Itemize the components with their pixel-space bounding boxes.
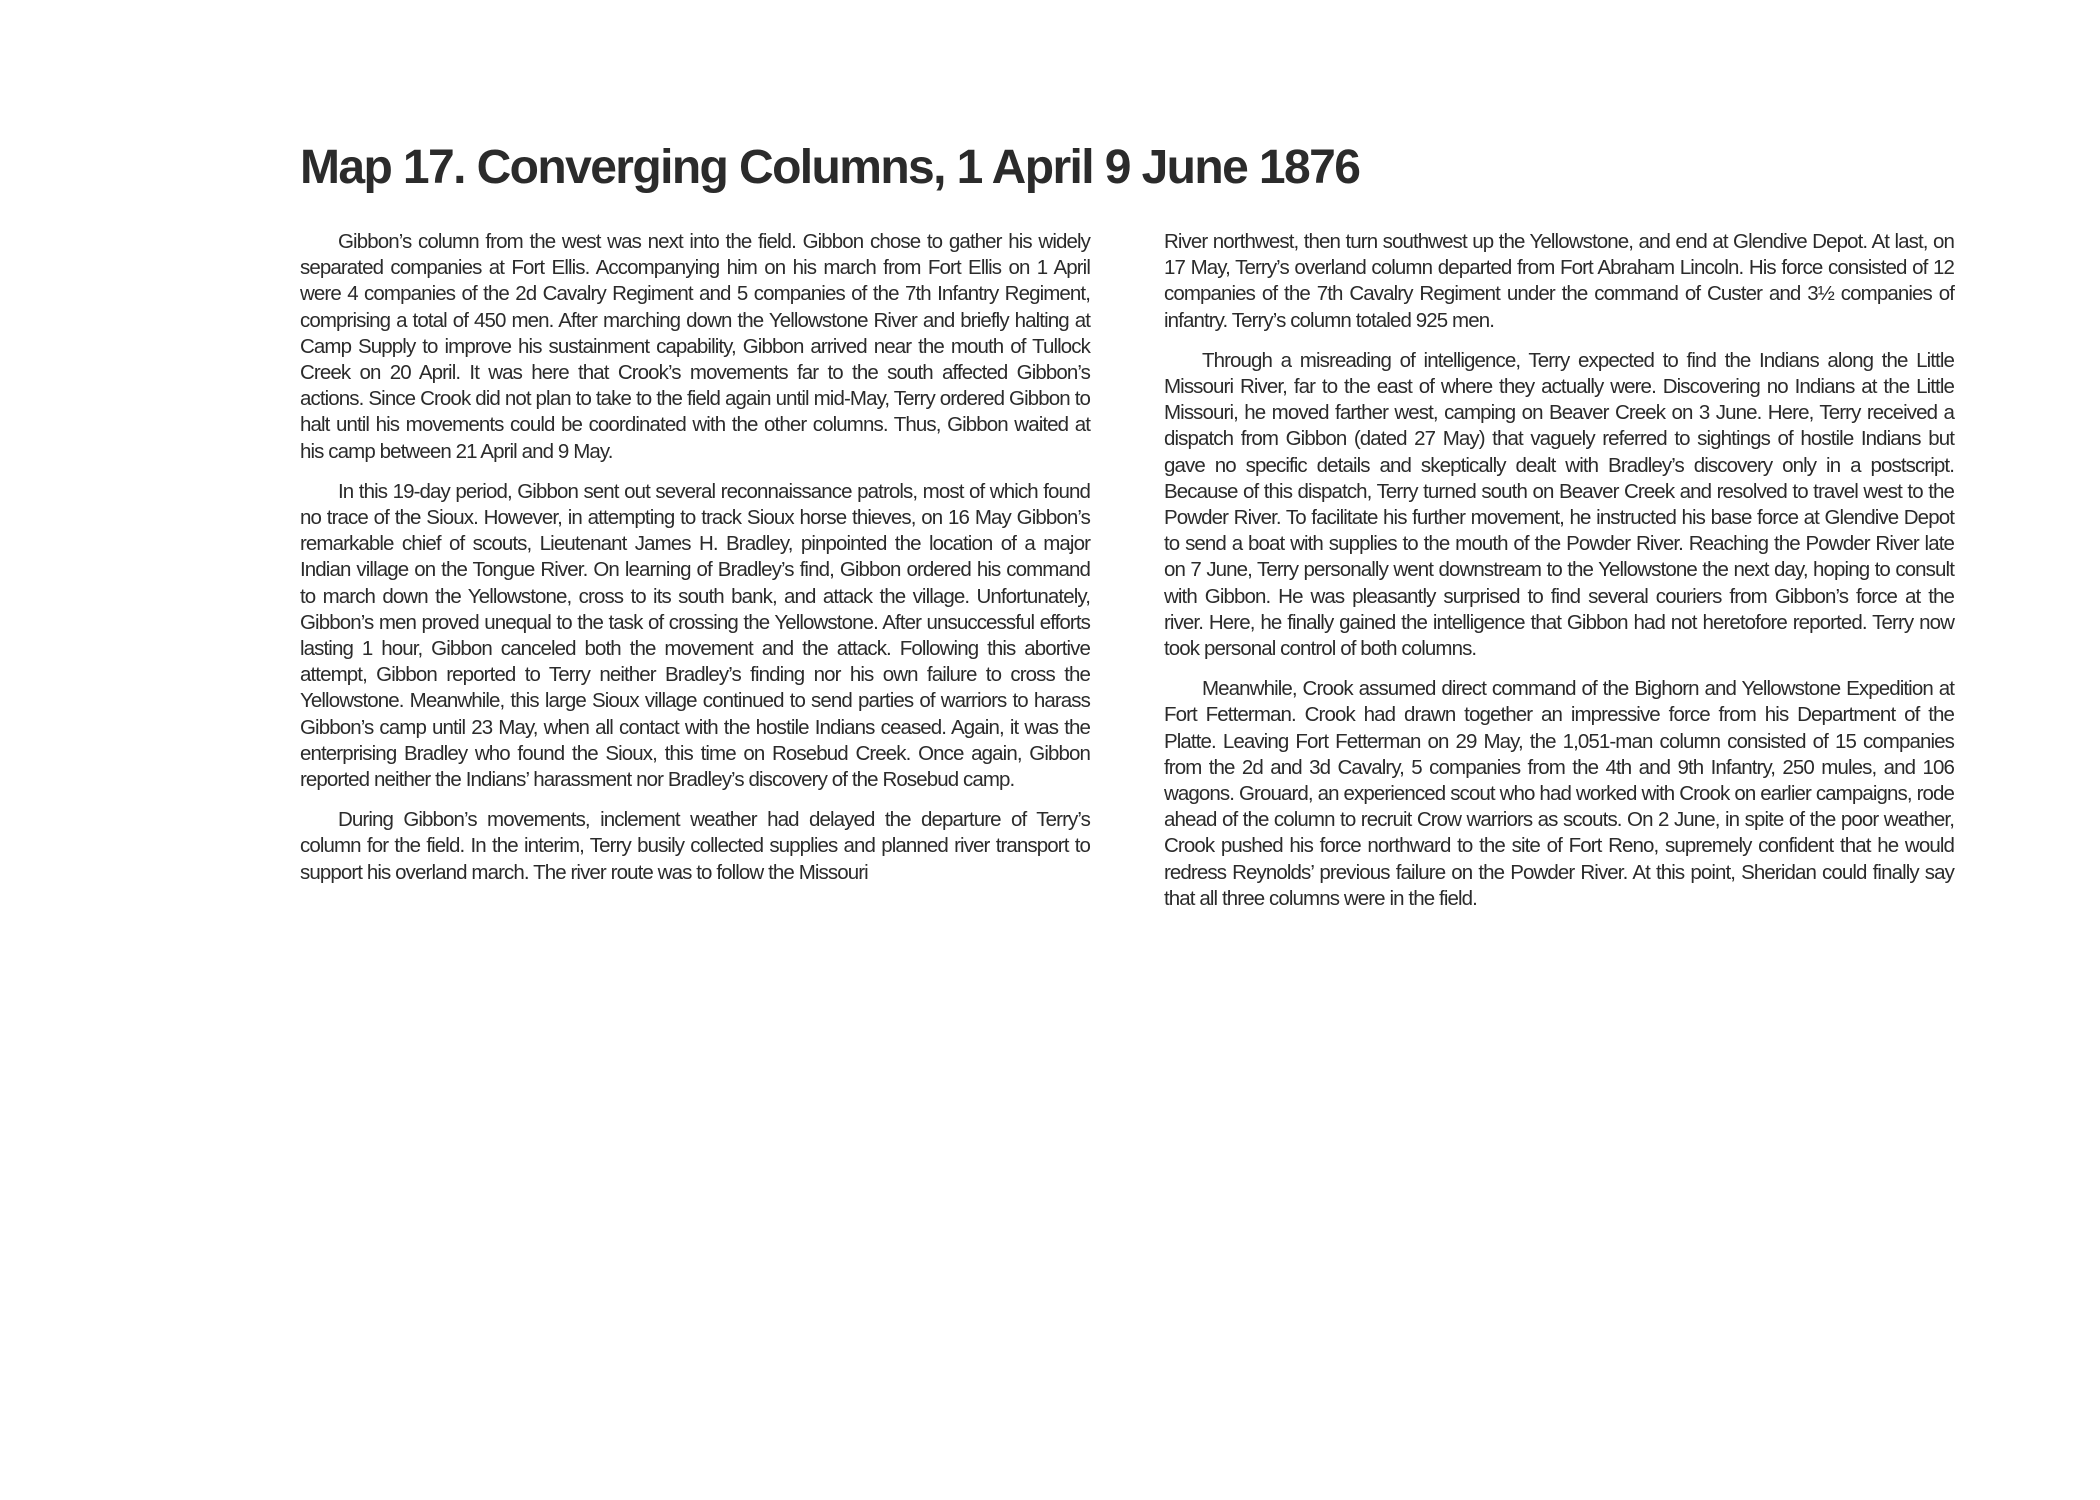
right-column xyxy=(1164,229,1954,926)
page-title: Map 17. Converging Columns, 1 April 9 June 1876 xyxy=(300,141,1360,194)
paragraph: During Gibbon’s movements, inclement weather had delayed the departure of Terry’s column for the field. In the interim, Terry busily collected supplies and planned river transport to support his overland march. The river route was to follow the Missouri xyxy=(300,808,1090,884)
paragraph-continued: River northwest, then turn southwest up the Yellowstone, and end at Glendive Depot. At last, on 17 May, Terry’s overland column departed from Fort Abraham Lincoln. His force consisted of 12 companies of the 7th Cavalry Regiment under the command of Custer and 3½ companies of infantry. Terry’s column totaled 925 men. xyxy=(1164,230,1954,332)
paragraph: Gibbon’s column from the west was next into the field. Gibbon chose to gather his widely separated companies at Fort Ellis. Accompanying him on his march from Fort Ellis on 1 April were 4 companies of the 2d Cavalry Regiment and 5 companies of the 7th Infantry Regiment, comprising a total of 450 men. After marching down the Yellowstone River and briefly halting at Camp Supply to improve his sustainment capability, Gibbon arrived near the mouth of Tullock Creek on 20 April. It was here that Crook’s movements far to the south affected Gibbon’s actions. Since Crook did not plan to take to the field again until mid-May, Terry ordered Gibbon to halt until his movements could be coordinated with the other columns. Thus, Gibbon waited at his camp between 21 April and 9 May. xyxy=(300,230,1090,463)
left-column xyxy=(300,229,1090,900)
paragraph: Meanwhile, Crook assumed direct command of the Bighorn and Yellowstone Expedition at Fort Fetterman. Crook had drawn together an impressive force from his Department of the Platte. Leaving Fort Fetterman on 29 May, the 1,051-man column consisted of 15 companies from the 2d and 3d Cavalry, 5 companies from the 4th and 9th Infantry, 250 mules, and 106 wagons. Grouard, an experienced scout who had worked with Crook on earlier campaigns, rode ahead of the column to recruit Crow warriors as scouts. On 2 June, in spite of the poor weather, Crook pushed his force northward to the site of Fort Reno, supremely confident that he would redress Reynolds’ previous failure on the Powder River. At this point, Sheridan could finally say that all three columns were in the field. xyxy=(1164,677,1954,910)
paragraph: In this 19-day period, Gibbon sent out several reconnaissance patrols, most of which found no trace of the Sioux. However, in attempting to track Sioux horse thieves, on 16 May Gibbon’s remarkable chief of scouts, Lieutenant James H. Bradley, pinpointed the location of a major Indian village on the Tongue River. On learning of Bradley’s find, Gibbon ordered his command to march down the Yellowstone, cross to its south bank, and attack the village. Unfortunately, Gibbon’s men proved unequal to the task of crossing the Yellowstone. After unsuccessful efforts lasting 1 hour, Gibbon canceled both the movement and the attack. Following this abortive attempt, Gibbon reported to Terry neither Bradley’s finding nor his own failure to cross the Yellowstone. Meanwhile, this large Sioux village continued to send parties of warriors to harass Gibbon’s camp until 23 May, when all contact with the hostile Indians ceased. Again, it was the enterprising Bradley who found the Sioux, this time on Rosebud Creek. Once again, Gibbon reported neither the Indians’ harassment nor Bradley’s discovery of the Rosebud camp. xyxy=(300,479,1090,792)
paragraph: Through a misreading of intelligence, Terry expected to find the Indians along the Little Missouri River, far to the east of where they actually were. Discovering no Indians at the Little Missouri, he moved farther west, camping on Beaver Creek on 3 June. Here, Terry received a dispatch from Gibbon (dated 27 May) that vaguely referred to sightings of hostile Indians but gave no specific details and skeptically dealt with Bradley’s discovery only in a postscript. Because of this dispatch, Terry turned south on Beaver Creek and resolved to travel west to the Powder River. To facilitate his further movement, he instructed his base force at Glendive Depot to send a boat with supplies to the mouth of the Powder River. Reaching the Powder River late on 7 June, Terry personally went downstream to the Yellowstone the next day, hoping to consult with Gibbon. He was pleasantly surprised to find several couriers from Gibbon’s force at the river. Here, he finally gained the intelligence that Gibbon had not heretofore reported. Terry now took personal control of both columns. xyxy=(1164,348,1954,661)
